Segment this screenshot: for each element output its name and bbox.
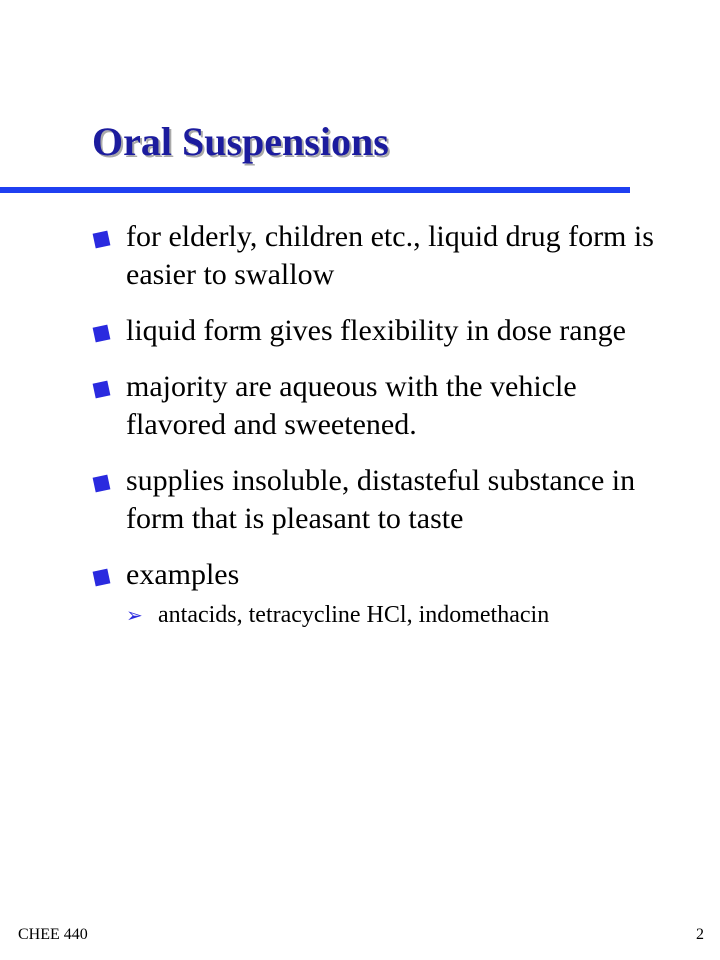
bullet-text: for elderly, children etc., liquid drug form is easier to swallow <box>126 220 654 291</box>
sub-bullet-list <box>126 600 682 630</box>
bullet-item <box>92 218 682 294</box>
bullet-text: supplies insoluble, distasteful substance in form that is pleasant to taste <box>126 464 636 535</box>
title-underline <box>0 187 630 193</box>
bullet-text: examples <box>126 558 240 591</box>
footer-page-number: 2 <box>696 926 704 943</box>
footer-course: CHEE 440 <box>18 926 88 943</box>
blue-square-bullet-icon <box>93 231 111 249</box>
blue-square-bullet-icon <box>93 325 111 343</box>
arrow-bullet-icon: ➢ <box>126 603 143 627</box>
sub-bullet-item <box>126 600 682 630</box>
blue-square-bullet-icon <box>93 475 111 493</box>
slide-title: Oral Suspensions <box>92 119 389 164</box>
blue-square-bullet-icon <box>93 569 111 587</box>
bullet-item <box>92 368 682 444</box>
bullet-item <box>92 462 682 538</box>
bullet-list <box>92 218 682 648</box>
bullet-text: liquid form gives flexibility in dose range <box>126 314 626 347</box>
sub-bullet-text: antacids, tetracycline HCl, indomethacin <box>158 602 550 628</box>
bullet-text: majority are aqueous with the vehicle flavored and sweetened. <box>126 370 577 441</box>
blue-square-bullet-icon <box>93 381 111 399</box>
bullet-item <box>92 556 682 630</box>
bullet-item <box>92 312 682 350</box>
